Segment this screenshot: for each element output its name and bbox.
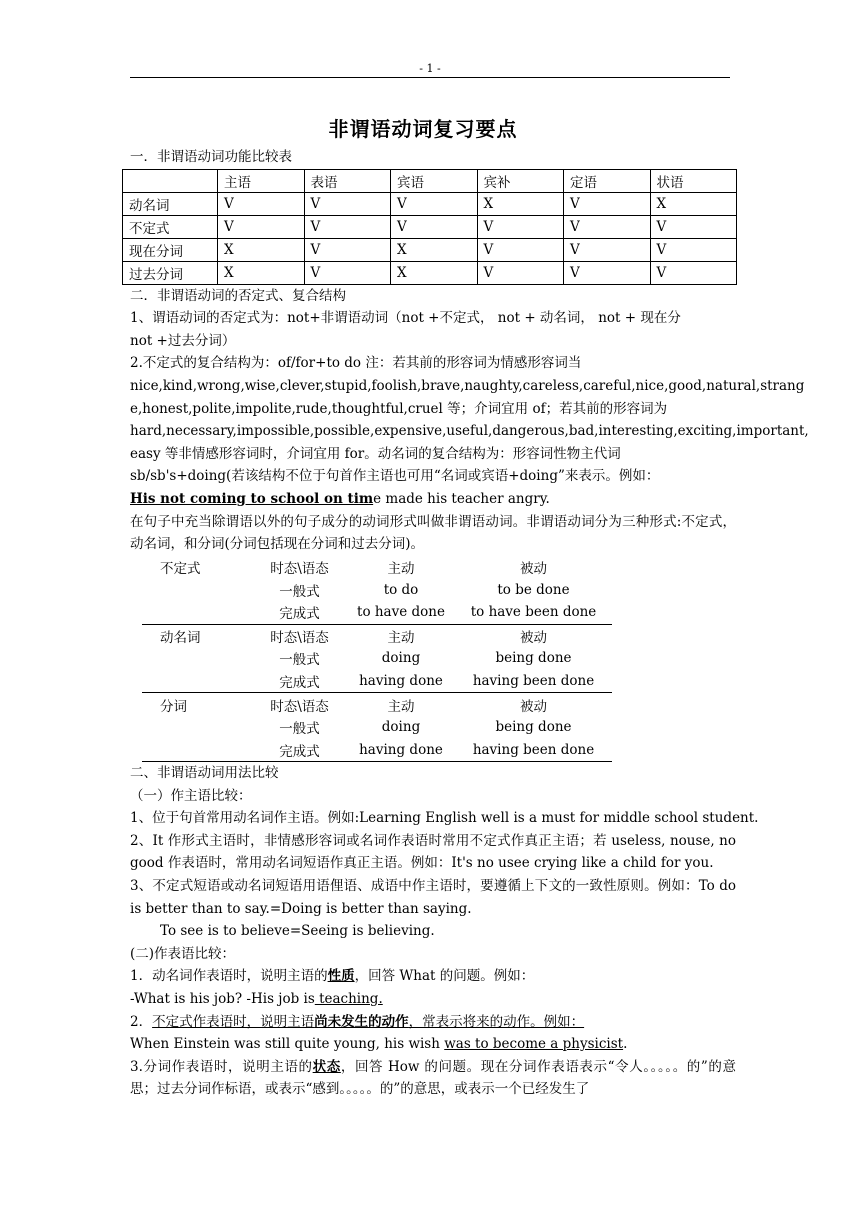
forms-cell: 一般式 [279, 721, 320, 738]
compound-line: easy 等非情感形容词时，介词宜用 for。动名词的复合结构为：形容词性物主代词 [130, 445, 621, 462]
subject-point-2: 2、It 作形式主语时，非情感形容词或名词作表语时常用不定式作真正主语；若 useless, nouse, no good 作表语时，常用动名词短语作真正主语。例如：It's no usee crying like a child for you. [130, 832, 736, 872]
forms-cell: 完成式 [252, 738, 347, 761]
predicative-example-2 [130, 1033, 736, 1056]
predicative-example-1 [130, 988, 736, 1011]
forms-row [142, 601, 612, 624]
header-rule [130, 77, 730, 78]
table-cell: V [650, 261, 737, 284]
form-name-cell [142, 578, 252, 601]
forms-row [142, 670, 612, 693]
table-cell: 不定式 [123, 215, 218, 238]
negation-line-1: 1、谓语动词的否定式为：not+非谓语动词（not +不定式， not + 动名词， not + 现在分 [130, 310, 681, 327]
table-cell: V [304, 215, 391, 238]
forms-cell: to have done [347, 601, 455, 624]
forms-head-cell: 被动 [520, 698, 547, 715]
table-cell: X [218, 261, 305, 284]
table-cell: X [477, 192, 564, 215]
table-cell: V [304, 261, 391, 284]
forms-head-cell: 主动 [387, 698, 415, 715]
table-cell: V [564, 238, 651, 261]
table-cell: X [391, 261, 478, 284]
predicative-point-1 [130, 965, 736, 988]
forms-cell: doing [381, 650, 421, 667]
intro-paragraph: 在句子中充当除谓语以外的句子成分的动词形式叫做非谓语动词。非谓语动词分为三种形式:不定式，动名词，和分词(分词包括现在分词和过去分词)。 [130, 513, 736, 553]
table-cell: V [218, 192, 305, 215]
usage-heading: 二、非谓语动词用法比较 [130, 765, 279, 782]
forms-cell: doing [381, 719, 421, 736]
forms-row [142, 578, 612, 601]
emphasis: 性质 [327, 968, 355, 985]
text-run: When Einstein was still quite young, his wish [130, 1036, 445, 1053]
compound-line: sb/sb's+doing(若该结构不位于句首作主语也可用“名词或宾语+doing”来表示。例如： [130, 468, 660, 485]
forms-row [142, 716, 612, 739]
form-name-cell [142, 647, 252, 670]
table-cell: V [391, 215, 478, 238]
forms-cell: having done [347, 738, 455, 761]
compound-line: hard,necessary,impossible,possible,expensive,useful,dangerous,bad,interesting,exciting,important, [130, 423, 809, 440]
table-cell: X [218, 238, 305, 261]
subject-point-1: 1、位于句首常用动名词作主语。例如:Learning English well is a must for middle school student. [130, 810, 759, 827]
table-cell: V [650, 238, 737, 261]
forms-cell: being done [495, 719, 572, 736]
text-run: . [623, 1036, 628, 1053]
compound-line: nice,kind,wrong,wise,clever,stupid,foolish,brave,naughty,careless,careful,nice,good,natural,strang [130, 377, 805, 394]
text-run: -What is his job? -His job is [130, 991, 315, 1007]
table-header-cell: 状语 [650, 169, 737, 192]
table-cell: V [564, 192, 651, 215]
forms-cell: 一般式 [279, 583, 320, 600]
forms-row [142, 693, 612, 716]
table-cell: X [650, 192, 737, 215]
table-header-cell: 主语 [218, 169, 305, 192]
forms-cell: having done [347, 670, 455, 693]
table-header-cell: 表语 [304, 169, 391, 192]
example-sentence [130, 488, 736, 511]
form-name-cell [142, 670, 252, 693]
table-row [123, 192, 737, 215]
table-row [123, 261, 737, 284]
forms-cell: having been done [455, 738, 612, 761]
text-run: 不定式作表语时，说明主语 [152, 1013, 315, 1030]
negation-line-2: not +过去分词） [130, 332, 236, 349]
table-row [123, 238, 737, 261]
compound-line: e,honest,polite,impolite,rude,thoughtful,cruel 等；介词宜用 of；若其前的形容词为 [130, 400, 668, 417]
forms-cell: 完成式 [252, 601, 347, 624]
table-header-cell: 定语 [564, 169, 651, 192]
forms-cell: having been done [455, 670, 612, 693]
page-title: 非谓语动词复习要点 [328, 117, 518, 141]
underlined-text: was to become a physicist [444, 1036, 624, 1053]
predicative-point-3 [130, 1056, 736, 1101]
forms-cell: 一般式 [279, 652, 320, 669]
function-comparison-table [122, 169, 737, 285]
document-body [129, 112, 809, 1101]
form-name-cell [142, 738, 252, 761]
section2-heading: 二．非谓语动词的否定式、复合结构 [130, 287, 346, 304]
verb-forms-table [142, 556, 612, 762]
table-cell: V [477, 215, 564, 238]
underlined-text: teaching. [314, 991, 383, 1007]
subject-heading: （一）作主语比较： [130, 787, 252, 804]
forms-cell: being done [495, 650, 572, 667]
table-header-cell: 宾语 [391, 169, 478, 192]
page-number: - 1 - [419, 62, 441, 75]
table-cell: V [391, 192, 478, 215]
text-run: 3.分词作表语时，说明主语的 [130, 1058, 313, 1075]
forms-head-cell: 时态\语态 [270, 561, 329, 578]
table-cell: V [218, 215, 305, 238]
table-cell: V [564, 261, 651, 284]
table-cell: V [477, 261, 564, 284]
form-name-cell: 分词 [160, 698, 187, 715]
forms-cell: to be done [497, 581, 570, 598]
subject-point-3: 3、不定式短语或动名词短语用语俚语、成语中作主语时，要遵循上下文的一致性原则。例如：To do is better than to say.=Doing is better than saying. [130, 878, 736, 917]
example-rest: e made his teacher angry. [373, 490, 550, 507]
forms-head-cell: 时态\语态 [270, 629, 329, 646]
emphasis: 状态 [312, 1058, 341, 1075]
text-run: ，回答 How 的问题。现在分词作表语表示“令人。。。。。的”的意思；过去分词作标语，或表示“感到。。。。。的”的意思，或表示一个已经发生了 [130, 1058, 736, 1098]
text-run: 1．动名词作表语时，说明主语的 [130, 968, 328, 985]
table-cell: 现在分词 [123, 238, 218, 261]
table-header-row [123, 169, 737, 192]
form-name-cell [142, 601, 252, 624]
table-cell: 过去分词 [123, 261, 218, 284]
form-name-cell [142, 716, 252, 739]
forms-cell: to have been done [455, 601, 612, 624]
forms-head-cell: 被动 [520, 629, 547, 646]
table-cell: V [304, 238, 391, 261]
table-cell: 动名词 [123, 192, 218, 215]
forms-row [142, 556, 612, 579]
table-cell: V [304, 192, 391, 215]
compound-line: 2.不定式的复合结构为：of/for+to do 注：若其前的形容词为情感形容词当 [130, 355, 582, 372]
underlined-text [152, 1014, 584, 1030]
forms-cell: to do [383, 581, 419, 598]
forms-cell: 完成式 [252, 670, 347, 693]
table-header-cell [123, 169, 218, 192]
table-cell: V [650, 215, 737, 238]
predicative-point-2 [130, 1011, 736, 1034]
forms-row [142, 624, 612, 647]
example-underlined: His not coming to school on tim [130, 490, 374, 507]
table-cell: V [564, 215, 651, 238]
forms-row [142, 647, 612, 670]
table-cell: V [477, 238, 564, 261]
emphasis: 尚未发生的动作 [314, 1013, 409, 1030]
forms-head-cell: 主动 [387, 629, 415, 646]
form-name-cell: 不定式 [160, 561, 201, 578]
predicative-heading: (二)作表语比较： [130, 945, 236, 962]
section1-heading: 一．非谓语动词功能比较表 [130, 149, 292, 165]
table-header-cell: 宾补 [477, 169, 564, 192]
text-run: ，回答 What 的问题。例如： [354, 968, 535, 985]
subject-point-3-example: To see is to believe=Seeing is believing. [160, 923, 435, 940]
text-run: ，常表示将来的动作。例如： [408, 1013, 585, 1030]
forms-head-cell: 主动 [387, 561, 415, 578]
forms-row [142, 738, 612, 761]
table-row [123, 215, 737, 238]
text-run: 2． [130, 1013, 153, 1030]
table-cell: X [391, 238, 478, 261]
forms-head-cell: 被动 [520, 561, 547, 578]
forms-head-cell: 时态\语态 [270, 698, 329, 715]
form-name-cell: 动名词 [160, 629, 201, 646]
